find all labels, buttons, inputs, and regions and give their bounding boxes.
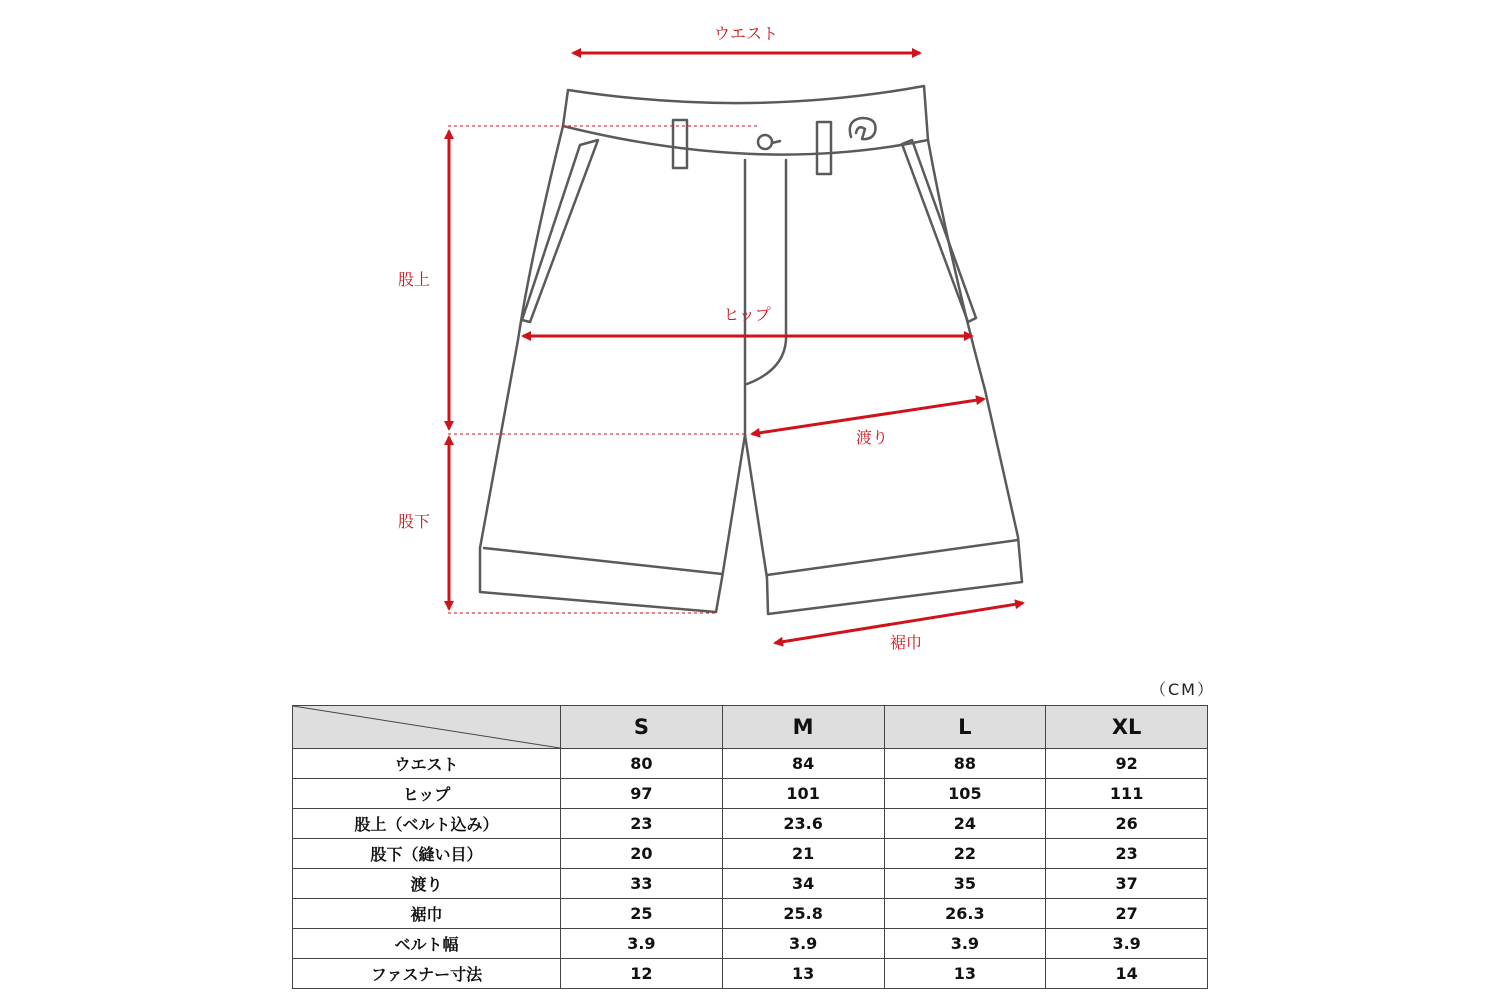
table-cell: 92 <box>1046 749 1208 779</box>
table-row <box>293 899 1208 929</box>
table-cell: 13 <box>884 959 1046 989</box>
table-cell: 34 <box>722 869 884 899</box>
fly-stitch <box>747 160 786 384</box>
table-cell: 12 <box>561 959 723 989</box>
table-cell: 26 <box>1046 809 1208 839</box>
table-cell: 88 <box>884 749 1046 779</box>
table-header-row <box>293 706 1208 749</box>
row-label: ウエスト <box>293 749 561 779</box>
row-label: ヒップ <box>293 779 561 809</box>
table-cell: 26.3 <box>884 899 1046 929</box>
belt-loop-right <box>817 122 831 174</box>
table-cell: 14 <box>1046 959 1208 989</box>
thigh-label: 渡り <box>855 428 889 447</box>
table-cell: 80 <box>561 749 723 779</box>
table-cell: 23.6 <box>722 809 884 839</box>
table-row <box>293 929 1208 959</box>
unit-label: （CM） <box>1150 680 1215 699</box>
table-row <box>293 869 1208 899</box>
corner-diagonal <box>293 706 560 748</box>
table-cell: 3.9 <box>884 929 1046 959</box>
row-label: 股上（ベルト込み） <box>293 809 561 839</box>
table-cell: 24 <box>884 809 1046 839</box>
corner-cell <box>293 706 561 749</box>
table-cell: 105 <box>884 779 1046 809</box>
table-row <box>293 839 1208 869</box>
belt-loop-left <box>673 120 687 168</box>
row-label: ベルト幅 <box>293 929 561 959</box>
cuff-right <box>767 540 1018 575</box>
button <box>758 135 772 149</box>
size-header-l: L <box>884 706 1046 749</box>
waist-label: ウエスト <box>713 24 779 43</box>
table-row <box>293 809 1208 839</box>
table-cell: 27 <box>1046 899 1208 929</box>
row-label: 股下（縫い目） <box>293 839 561 869</box>
table-cell: 23 <box>1046 839 1208 869</box>
pocket-left <box>522 140 598 322</box>
inseam-label: 股下 <box>397 512 431 531</box>
table-cell: 3.9 <box>561 929 723 959</box>
hem-label: 裾巾 <box>889 633 923 652</box>
table-row <box>293 959 1208 989</box>
table-cell: 22 <box>884 839 1046 869</box>
table-cell: 35 <box>884 869 1046 899</box>
cuff-left <box>484 548 722 574</box>
brand-logo <box>850 118 876 139</box>
table-cell: 101 <box>722 779 884 809</box>
table-cell: 3.9 <box>1046 929 1208 959</box>
guide-lines <box>448 126 760 613</box>
table-cell: 3.9 <box>722 929 884 959</box>
shorts-sketch <box>480 86 1022 614</box>
table-row <box>293 779 1208 809</box>
table-row <box>293 749 1208 779</box>
table-body <box>293 749 1208 989</box>
pocket-right <box>902 140 976 322</box>
size-header-m: M <box>722 706 884 749</box>
row-label: ファスナー寸法 <box>293 959 561 989</box>
row-label: 裾巾 <box>293 899 561 929</box>
table-cell: 97 <box>561 779 723 809</box>
rise-label: 股上 <box>397 270 431 289</box>
table-cell: 13 <box>722 959 884 989</box>
table-cell: 21 <box>722 839 884 869</box>
hip-label: ヒップ <box>723 305 771 324</box>
table-cell: 37 <box>1046 869 1208 899</box>
row-label: 渡り <box>293 869 561 899</box>
table-cell: 111 <box>1046 779 1208 809</box>
table-cell: 33 <box>561 869 723 899</box>
size-header-s: S <box>561 706 723 749</box>
table-cell: 23 <box>561 809 723 839</box>
size-table <box>292 705 1208 989</box>
table-cell: 25 <box>561 899 723 929</box>
table-cell: 84 <box>722 749 884 779</box>
size-header-xl: XL <box>1046 706 1208 749</box>
table-cell: 25.8 <box>722 899 884 929</box>
table-cell: 20 <box>561 839 723 869</box>
